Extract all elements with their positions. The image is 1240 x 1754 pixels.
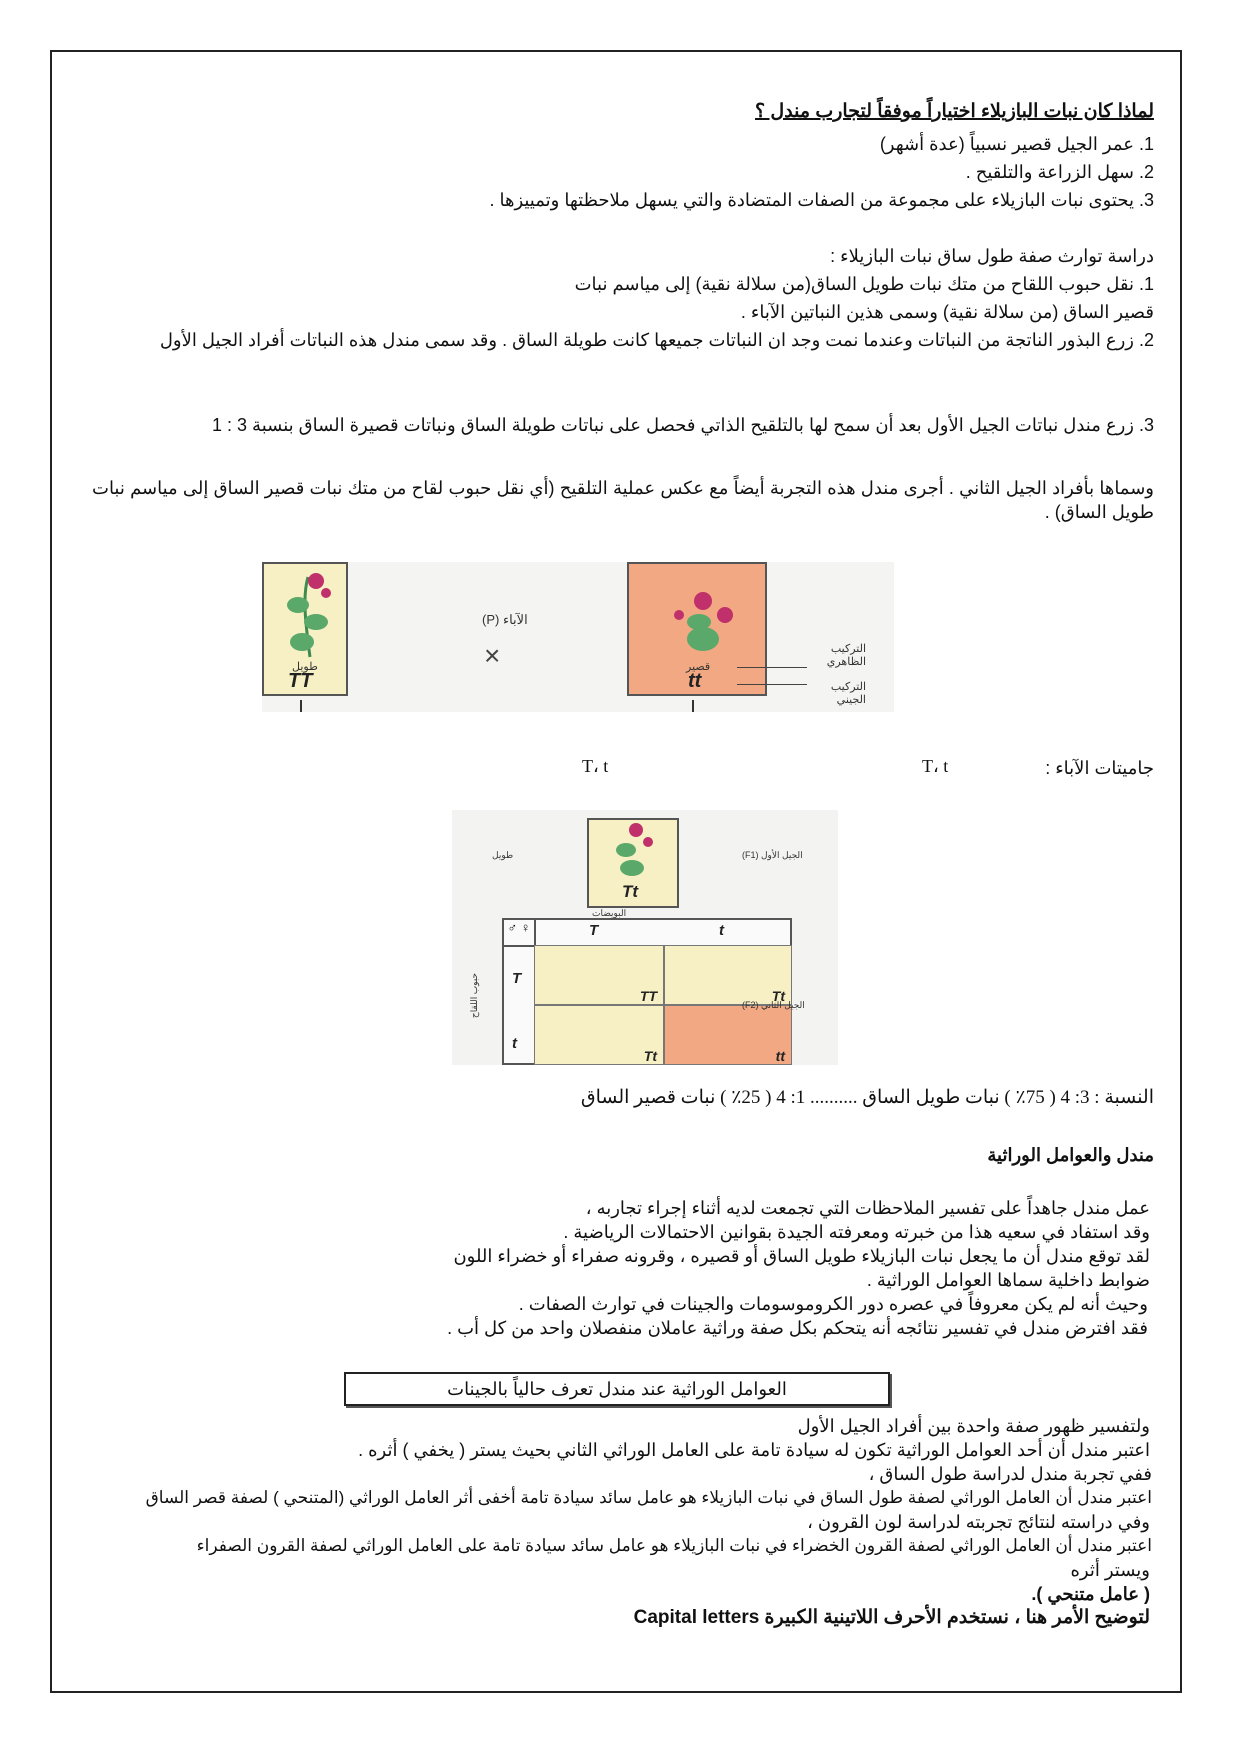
reason-3: 3. يحتوى نبات البازيلاء على مجموعة من الصفات المتضادة والتي يسهل ملاحظتها وتمييزها . (489, 190, 1154, 210)
genotype-label: التركيب الجيني (830, 681, 866, 706)
paragraph-line: اعتبر مندل أن العامل الوراثي لصفة القرون الخضراء في نبات البازيلاء هو عامل سائد سيادة تامة على العامل الوراثي لصفة القرون الصفراء (196, 1536, 1152, 1555)
cell-genotype: TT (639, 988, 657, 1004)
punnett-figure (452, 810, 838, 1065)
study-step-1b: قصير الساق (من سلالة نقية) وسمى هذين النباتين الآباء . (740, 302, 1154, 322)
paragraph-line: عمل مندل جاهداً على تفسير الملاحظات التي تجمعت لديه أثناء إجراء تجاربه ، (585, 1198, 1150, 1218)
paragraph-line: وقد استفاد في سعيه هذا من خبرته ومعرفته الجيدة بقوانين الاحتمالات الرياضية . (563, 1222, 1150, 1242)
genes-note-box: العوامل الوراثية عند مندل تعرف حالياً بالجينات (344, 1372, 890, 1406)
eggs-label: البويضات (592, 908, 627, 918)
study-step-3: 3. زرع مندل نباتات الجيل الأول بعد أن سمح لها بالتلقيح الذاتي فحصل على نباتات طويلة الساق ونباتات قصيرة الساق بنسبة 3 : 1 (212, 415, 1154, 435)
reason-2: 2. سهل الزراعة والتلقيح . (965, 162, 1154, 182)
col-header: t (719, 922, 724, 939)
pollen-label: حبوب اللقاح (469, 972, 480, 1019)
short-genotype: tt (688, 670, 702, 692)
paragraph-line: وفي دراسته لنتائج تجربته لدراسة لون القرون ، (807, 1512, 1150, 1532)
last-line: لتوضيح الأمر هنا ، نستخدم الأحرف اللاتينية الكبيرة Capital letters (633, 1607, 1150, 1628)
parents-label: الآباء (P) (482, 612, 528, 627)
punnett-grid (502, 918, 792, 1065)
cell-genotype: tt (775, 1048, 785, 1064)
paragraph-line: ويستر أثره (1070, 1560, 1150, 1580)
tall-genotype: TT (288, 670, 313, 692)
f1-genotype: Tt (622, 882, 639, 901)
tall-label: طويل (292, 661, 318, 673)
genotype-arrow (737, 684, 807, 685)
cell-tt (664, 1005, 792, 1065)
gametes-label: جاميتات الآباء : (1045, 758, 1154, 778)
paragraph-line: وحيث أنه لم يكن معروفاً في عصره دور الكروموسومات والجينات في توارث الصفات . (518, 1294, 1148, 1314)
ratio-line: النسبة : 3: 4 ( 75٪ ) نبات طويل الساق .......... 1: 4 ( 25٪ ) نبات قصير الساق (580, 1087, 1154, 1108)
f1-tall-label: طويل (492, 850, 514, 860)
cell-Tt (664, 945, 792, 1005)
cell-Tt (534, 1005, 664, 1065)
row-header: t (512, 1035, 517, 1052)
study-heading: دراسة توارث صفة طول ساق نبات البازيلاء : (830, 246, 1154, 266)
phenotype-arrow (737, 667, 807, 668)
title: لماذا كان نبات البازيلاء اختياراً موفقاً لتجارب مندل ؟ (755, 101, 1154, 122)
recessive-note: ( عامل متنحي ). (1031, 1584, 1150, 1604)
paragraph-line: اعتبر مندل أن العامل الوراثي لصفة طول الساق في نبات البازيلاء هو عامل سائد سيادة تامة أخفى أثر العامل الوراثي (المتنحي ) لصفة قصر الساق (145, 1488, 1152, 1507)
short-label: قصير (686, 661, 711, 673)
paragraph-line: ففي تجربة مندل لدراسة طول الساق ، (868, 1464, 1152, 1484)
reason-1: 1. عمر الجيل قصير نسبياً (عدة أشهر) (879, 134, 1154, 154)
paragraph-line: فقد افترض مندل في تفسير نتائجه أنه يتحكم بكل صفة وراثية عاملان منفصلان واحد من كل أب . (447, 1318, 1148, 1338)
parents-figure (262, 562, 894, 712)
short-plant-icon (667, 587, 737, 657)
f1-label: الجيل الأول (F1) (742, 850, 803, 860)
tall-plant-icon (272, 567, 342, 662)
cell-genotype: Tt (771, 988, 785, 1004)
cell-TT (534, 945, 664, 1005)
paragraph-line: ولتفسير ظهور صفة واحدة بين أفراد الجيل الأول (797, 1416, 1150, 1436)
sex-symbols: ♂ ♀ (504, 920, 536, 947)
line-tick (300, 700, 302, 712)
study-step-4: وسماها بأفراد الجيل الثاني . أجرى مندل هذه التجربة أيضاً مع عكس عملية التلقيح (أي نقل حبوب لقاح من متك نبات قصير الساق إلى مياسم نبات طويل الساق) . (92, 478, 1154, 522)
paragraph-line: اعتبر مندل أن أحد العوامل الوراثية تكون له سيادة تامة على العامل الوراثي الثاني بحيث يستر ( يخفي ) أثره . (358, 1440, 1150, 1460)
col-header: T (589, 922, 599, 939)
phenotype-label: التركيب الظاهري (826, 643, 866, 668)
study-step-2: 2. زرع البذور الناتجة من النباتات وعندما نمت وجد ان النباتات جميعها كانت طويلة الساق . وقد سمى مندل هذه النباتات أفراد الجيل الأول (159, 330, 1154, 350)
cross-symbol: × (484, 640, 501, 671)
line-tick (692, 700, 694, 712)
gametes-left: T، t (582, 756, 609, 776)
cell-genotype: Tt (643, 1048, 657, 1064)
f1-plant-icon (602, 820, 662, 885)
f2-label: الجيل الثاني (F2) (742, 1000, 805, 1010)
gametes-right: T، t (922, 756, 949, 776)
row-header: T (512, 970, 522, 987)
study-step-1a: 1. نقل حبوب اللقاح من متك نبات طويل الساق(من سلالة نقية) إلى مياسم نبات (574, 274, 1154, 294)
paragraph-line: ضوابط داخلية سماها العوامل الوراثية . (866, 1270, 1150, 1290)
paragraph-line: لقد توقع مندل أن ما يجعل نبات البازيلاء طويل الساق أو قصيره ، وقرونه صفراء أو خضراء اللون (453, 1246, 1150, 1266)
section-heading: مندل والعوامل الوراثية (987, 1145, 1154, 1165)
